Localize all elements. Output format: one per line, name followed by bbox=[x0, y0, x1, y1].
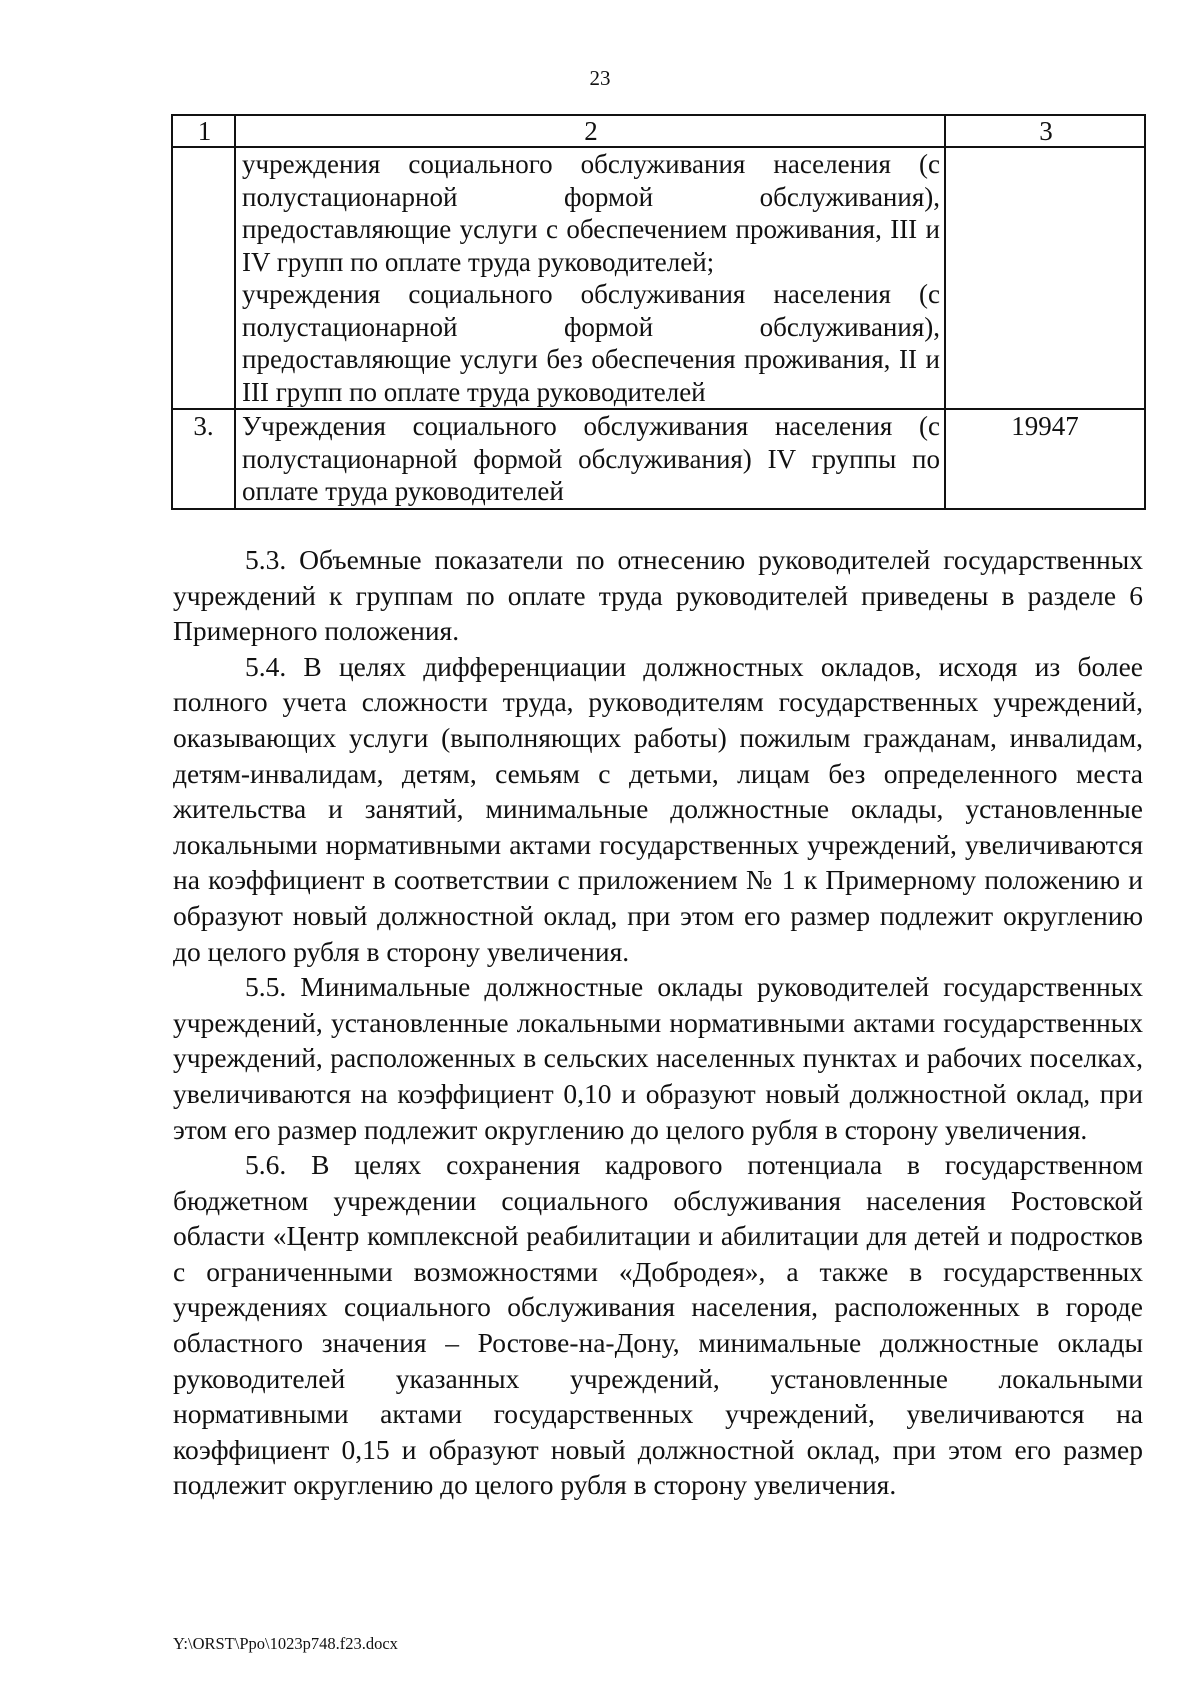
row-description-part-1: учреждения социального обслуживания населения (с полустационарной формой обслуживания), предоставляющие услуги с обеспечением проживания, III и IV групп по оплате труда руководителей; bbox=[242, 149, 940, 277]
header-cell-1: 1 bbox=[172, 115, 235, 147]
row-description-text: Учреждения социального обслуживания населения (с полустационарной формой обслуживания) IV группы по оплате труда руководителей bbox=[242, 411, 940, 506]
table-row bbox=[172, 147, 1145, 409]
footer-file-path: Y:\ORST\Ppo\1023p748.f23.docx bbox=[173, 1634, 398, 1653]
row-description-cell bbox=[235, 147, 945, 409]
row-number-cell bbox=[172, 147, 235, 409]
salary-table bbox=[171, 114, 1146, 510]
row-number-cell: 3. bbox=[172, 409, 235, 509]
row-value-cell bbox=[945, 147, 1145, 409]
paragraph-5-4: 5.4. В целях дифференциации должностных окладов, исходя из более полного учета сложности труда, руководителям государственных учреждений, оказывающих услуги (выполняющих работы) пожилым гражданам, инвалидам, детям-инвалидам, детям, семьям с детьми, лицам без определенного места жительства и занятий, минимальные должностные оклады, установленные локальными нормативными актами государственных учреждений, увеличиваются на коэффициент в соответствии с приложением № 1 к Примерному положению и образуют новый должностной оклад, при этом его размер подлежит округлению до целого рубля в сторону увеличения. bbox=[173, 650, 1143, 967]
paragraph-5-5: 5.5. Минимальные должностные оклады руководителей государственных учреждений, установленные локальными нормативными актами государственных учреждений, расположенных в сельских населенных пунктах и рабочих поселках, увеличиваются на коэффициент 0,10 и образуют новый должностной оклад, при этом его размер подлежит округлению до целого рубля в сторону увеличения. bbox=[173, 971, 1143, 1145]
row-description-part-2: учреждения социального обслуживания населения (с полустационарной формой обслуживания), предоставляющие услуги без обеспечения проживания, II и III групп по оплате труда руководителей bbox=[242, 279, 940, 407]
page-number: 23 bbox=[589, 66, 611, 90]
table-header-row bbox=[172, 115, 1145, 147]
document-body bbox=[173, 542, 1143, 1503]
table-row bbox=[172, 409, 1145, 509]
paragraph-5-6: 5.6. В целях сохранения кадрового потенциала в государственном бюджетном учреждении социального обслуживания населения Ростовской области «Центр комплексной реабилитации и абилитации для детей и подростков с ограниченными возможностями «Добродея», а также в государственных учреждениях социального обслуживания населения, расположенных в городе областного значения – Ростове-на-Дону, минимальные должностные оклады руководителей указанных учреждений, установленные локальными нормативными актами государственных учреждений, увеличиваются на коэффициент 0,15 и образуют новый должностной оклад, при этом его размер подлежит округлению до целого рубля в сторону увеличения. bbox=[173, 1149, 1143, 1501]
paragraph-5-3: 5.3. Объемные показатели по отнесению руководителей государственных учреждений к группам по оплате труда руководителей приведены в разделе 6 Примерного положения. bbox=[173, 544, 1143, 647]
header-cell-3: 3 bbox=[945, 115, 1145, 147]
header-cell-2: 2 bbox=[235, 115, 945, 147]
row-description-cell bbox=[235, 409, 945, 509]
row-value-cell: 19947 bbox=[945, 409, 1145, 509]
